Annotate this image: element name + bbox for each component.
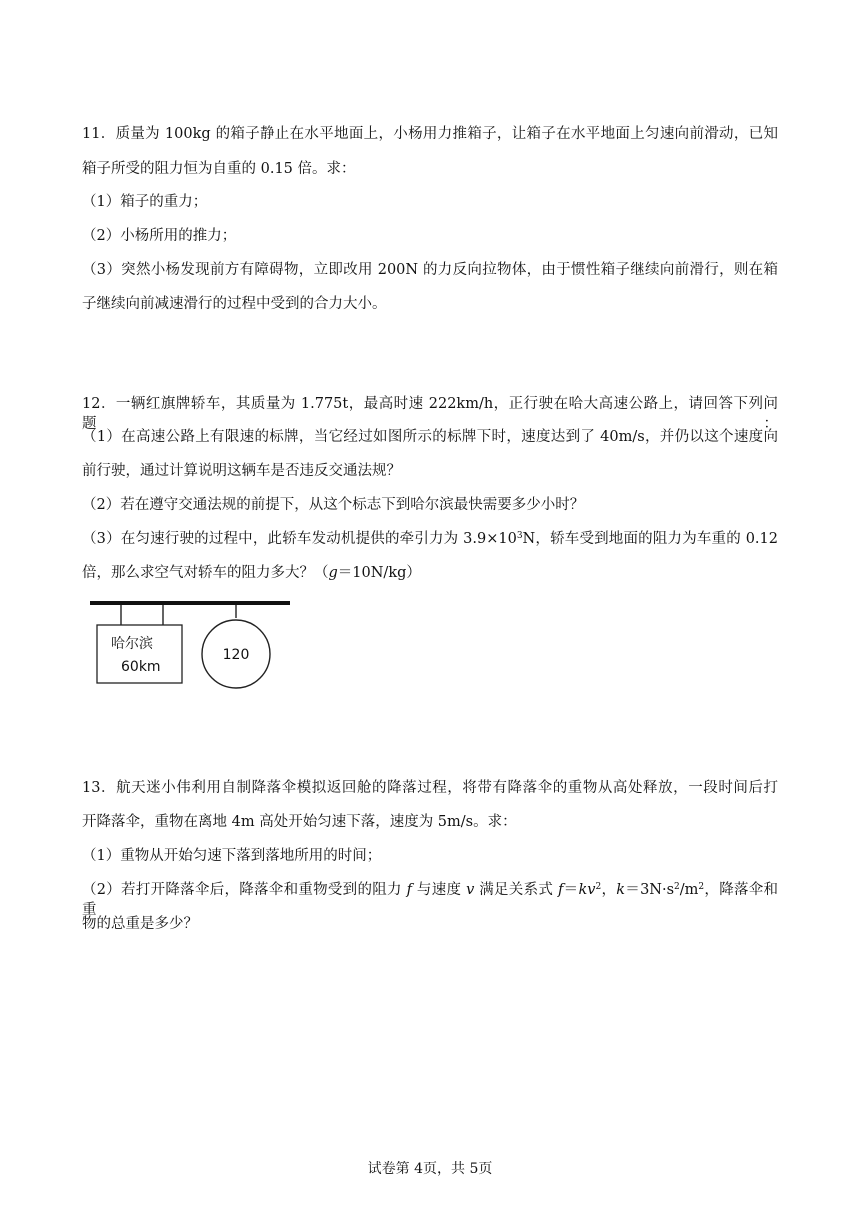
q12-part1-line2: 前行驶，通过计算说明这辆车是否违反交通法规？ bbox=[82, 463, 401, 479]
q13-part2-text-c: 满足关系式 bbox=[474, 882, 559, 898]
q12-part3-text-c: 倍，那么求空气对轿车的阻力多大？（ bbox=[82, 565, 329, 581]
q12-stem: 12．一辆红旗牌轿车，其质量为 1.775t，最高时速 222km/h，正行驶在哈大高速公路上，请回答下列问题： bbox=[82, 396, 778, 432]
q11-part2: （2）小杨所用的推力； bbox=[82, 228, 237, 244]
q11-part1: （1）箱子的重力； bbox=[82, 194, 208, 210]
q13-f-symbol-2: f bbox=[558, 882, 564, 898]
q13-k-value: ＝3N·s bbox=[625, 882, 675, 898]
q13-equals: ＝ bbox=[563, 882, 579, 898]
speed-limit-value: 120 bbox=[222, 647, 250, 663]
q12-part3-exponent: 3 bbox=[516, 531, 523, 541]
q12-part3-text-d: ＝10N/kg） bbox=[337, 565, 421, 581]
q13-v-symbol: v bbox=[466, 882, 475, 898]
q13-k-symbol: k bbox=[616, 882, 626, 898]
q11-stem-line1: 11．质量为 100kg 的箱子静止在水平地面上，小杨用力推箱子，让箱子在水平地面上匀速向前滑动，已知 bbox=[82, 126, 778, 142]
q13-part1: （1）重物从开始匀速下落到落地所用的时间； bbox=[82, 848, 382, 864]
road-sign-figure bbox=[86, 596, 296, 692]
q13-f-symbol: f bbox=[406, 882, 413, 898]
q13-unit: /m bbox=[679, 882, 699, 898]
q12-part3-line2 bbox=[82, 563, 421, 583]
q13-part2-text-b: 与速度 bbox=[412, 882, 467, 898]
q12-part3-text-a: （3）在匀速行驶的过程中，此轿车发动机提供的牵引力为 3.9×10 bbox=[82, 531, 517, 547]
q12-g-symbol: g bbox=[328, 565, 338, 581]
sign-city-name: 哈尔滨 bbox=[111, 636, 153, 652]
q13-kv-symbol: kv bbox=[578, 882, 596, 898]
q12-part1-line1: （1）在高速公路上有限速的标牌，当它经过如图所示的标牌下时，速度达到了 40m/s，并仍以这个速度向 bbox=[82, 429, 778, 445]
q11-stem-line2: 箱子所受的阻力恒为自重的 0.15 倍。求： bbox=[82, 161, 356, 177]
q13-stem-line2: 开降落伞，重物在离地 4m 高处开始匀速下落，速度为 5m/s。求： bbox=[82, 814, 517, 830]
q13-exponent-3: 2 bbox=[698, 882, 705, 892]
q13-part2-line2: 物的总重是多少？ bbox=[82, 916, 198, 932]
q13-exponent-1: 2 bbox=[595, 882, 602, 892]
page-footer: 试卷第 4页，共 5页 bbox=[367, 1161, 493, 1177]
sign-top-bar bbox=[90, 601, 290, 605]
sign-distance: 60km bbox=[121, 659, 161, 675]
q12-part3-line1 bbox=[82, 529, 778, 549]
q13-comma: ， bbox=[601, 882, 617, 898]
q13-stem-line1: 13．航天迷小伟利用自制降落伞模拟返回舱的降落过程，将带有降落伞的重物从高处释放，一段时间后打 bbox=[82, 780, 778, 796]
q13-part2-text-d: ，降落伞和重 bbox=[82, 882, 779, 918]
q13-part2-text-a: （2）若打开降落伞后，降落伞和重物受到的阻力 bbox=[82, 882, 407, 898]
q12-part3-text-b: N，轿车受到地面的阻力为车重的 0.12 bbox=[522, 531, 778, 547]
q12-part2: （2）若在遵守交通法规的前提下，从这个标志下到哈尔滨最快需要多少小时？ bbox=[82, 497, 585, 513]
q11-part3-line1: （3）突然小杨发现前方有障碍物，立即改用 200N 的力反向拉物体，由于惯性箱子继续向前滑行，则在箱 bbox=[82, 262, 778, 278]
q11-part3-line2: 子继续向前减速滑行的过程中受到的合力大小。 bbox=[82, 296, 387, 312]
q13-exponent-2: 2 bbox=[674, 882, 680, 892]
